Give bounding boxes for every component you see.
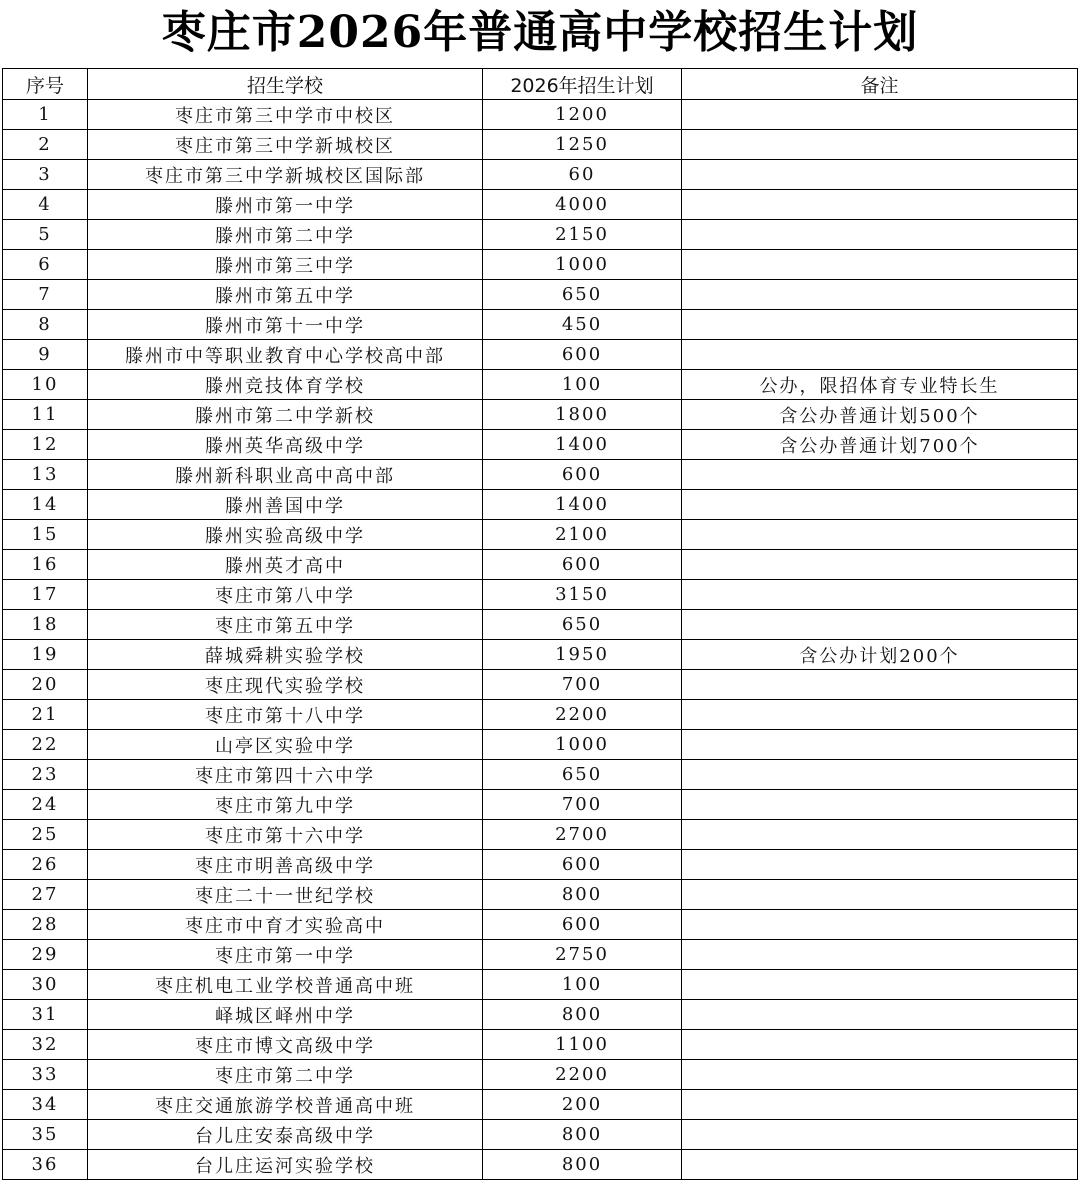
school-name-cell: 枣庄市博文高级中学	[88, 1030, 483, 1060]
school-name-cell: 枣庄市明善高级中学	[88, 850, 483, 880]
note-cell	[682, 880, 1078, 910]
row-index-cell: 19	[3, 640, 88, 670]
school-name-cell: 滕州实验高级中学	[88, 520, 483, 550]
row-index-cell: 36	[3, 1150, 88, 1180]
school-name-cell: 滕州英华高级中学	[88, 430, 483, 460]
row-index-cell: 13	[3, 460, 88, 490]
school-name-cell: 枣庄现代实验学校	[88, 670, 483, 700]
table-row	[3, 790, 1078, 820]
row-index-cell: 8	[3, 310, 88, 340]
school-name-cell: 枣庄市第三中学新城校区国际部	[88, 160, 483, 190]
table-row	[3, 850, 1078, 880]
school-name-cell: 枣庄市第八中学	[88, 580, 483, 610]
row-index-cell: 27	[3, 880, 88, 910]
enrollment-plan-cell: 1950	[483, 640, 682, 670]
row-index-cell: 11	[3, 400, 88, 430]
table-row	[3, 910, 1078, 940]
note-cell	[682, 1090, 1078, 1120]
row-index-cell: 5	[3, 220, 88, 250]
school-name-cell: 滕州市第二中学新校	[88, 400, 483, 430]
enrollment-plan-cell: 700	[483, 670, 682, 700]
table-row	[3, 400, 1078, 430]
enrollment-plan-cell: 650	[483, 280, 682, 310]
header-note: 备注	[682, 69, 1078, 100]
school-name-cell: 峄城区峄州中学	[88, 1000, 483, 1030]
row-index-cell: 17	[3, 580, 88, 610]
table-row	[3, 160, 1078, 190]
row-index-cell: 10	[3, 370, 88, 400]
school-name-cell: 枣庄市第一中学	[88, 940, 483, 970]
table-row	[3, 1030, 1078, 1060]
table-row	[3, 700, 1078, 730]
note-cell: 含公办计划200个	[682, 640, 1078, 670]
note-cell	[682, 1120, 1078, 1150]
row-index-cell: 14	[3, 490, 88, 520]
school-name-cell: 枣庄市中育才实验高中	[88, 910, 483, 940]
enrollment-plan-cell: 800	[483, 1150, 682, 1180]
school-name-cell: 枣庄市第三中学新城校区	[88, 130, 483, 160]
row-index-cell: 30	[3, 970, 88, 1000]
table-row	[3, 1000, 1078, 1030]
note-cell	[682, 580, 1078, 610]
enrollment-plan-cell: 600	[483, 550, 682, 580]
school-name-cell: 滕州市第三中学	[88, 250, 483, 280]
table-row	[3, 580, 1078, 610]
row-index-cell: 18	[3, 610, 88, 640]
enrollment-plan-cell: 2700	[483, 820, 682, 850]
enrollment-plan-cell: 800	[483, 1000, 682, 1030]
note-cell	[682, 190, 1078, 220]
row-index-cell: 7	[3, 280, 88, 310]
table-row	[3, 640, 1078, 670]
table-row	[3, 250, 1078, 280]
school-name-cell: 枣庄市第九中学	[88, 790, 483, 820]
table-row	[3, 670, 1078, 700]
enrollment-plan-cell: 1200	[483, 100, 682, 130]
note-cell	[682, 250, 1078, 280]
note-cell	[682, 970, 1078, 1000]
school-name-cell: 薛城舜耕实验学校	[88, 640, 483, 670]
enrollment-plan-cell: 450	[483, 310, 682, 340]
note-cell	[682, 670, 1078, 700]
table-row	[3, 430, 1078, 460]
note-cell	[682, 490, 1078, 520]
header-school: 招生学校	[88, 69, 483, 100]
school-name-cell: 滕州市第五中学	[88, 280, 483, 310]
table-row	[3, 550, 1078, 580]
row-index-cell: 29	[3, 940, 88, 970]
table-row	[3, 1060, 1078, 1090]
school-name-cell: 滕州市第十一中学	[88, 310, 483, 340]
header-plan: 2026年招生计划	[483, 69, 682, 100]
table-row	[3, 220, 1078, 250]
enrollment-plan-cell: 1800	[483, 400, 682, 430]
enrollment-plan-cell: 2100	[483, 520, 682, 550]
table-header	[3, 69, 1078, 100]
enrollment-plan-cell: 600	[483, 910, 682, 940]
school-name-cell: 台儿庄安泰高级中学	[88, 1120, 483, 1150]
note-cell	[682, 790, 1078, 820]
note-cell	[682, 940, 1078, 970]
table-row	[3, 280, 1078, 310]
school-name-cell: 枣庄市第十六中学	[88, 820, 483, 850]
school-name-cell: 台儿庄运河实验学校	[88, 1150, 483, 1180]
table-row	[3, 610, 1078, 640]
note-cell	[682, 310, 1078, 340]
note-cell	[682, 160, 1078, 190]
note-cell	[682, 1000, 1078, 1030]
row-index-cell: 32	[3, 1030, 88, 1060]
enrollment-plan-cell: 3150	[483, 580, 682, 610]
table-row	[3, 730, 1078, 760]
table-body	[3, 100, 1078, 1180]
row-index-cell: 6	[3, 250, 88, 280]
note-cell	[682, 460, 1078, 490]
note-cell	[682, 1150, 1078, 1180]
header-row	[3, 69, 1078, 100]
table-row	[3, 130, 1078, 160]
row-index-cell: 24	[3, 790, 88, 820]
note-cell	[682, 610, 1078, 640]
row-index-cell: 22	[3, 730, 88, 760]
row-index-cell: 1	[3, 100, 88, 130]
school-name-cell: 枣庄市第三中学市中校区	[88, 100, 483, 130]
note-cell	[682, 100, 1078, 130]
table-row	[3, 1090, 1078, 1120]
table-row	[3, 940, 1078, 970]
enrollment-plan-cell: 600	[483, 850, 682, 880]
row-index-cell: 20	[3, 670, 88, 700]
enrollment-plan-cell: 100	[483, 970, 682, 1000]
note-cell: 含公办普通计划500个	[682, 400, 1078, 430]
row-index-cell: 31	[3, 1000, 88, 1030]
enrollment-plan-cell: 100	[483, 370, 682, 400]
school-name-cell: 枣庄市第四十六中学	[88, 760, 483, 790]
table-row	[3, 100, 1078, 130]
school-name-cell: 山亭区实验中学	[88, 730, 483, 760]
enrollment-plan-cell: 800	[483, 1120, 682, 1150]
school-name-cell: 滕州市第一中学	[88, 190, 483, 220]
row-index-cell: 3	[3, 160, 88, 190]
table-row	[3, 1150, 1078, 1180]
table-row	[3, 190, 1078, 220]
school-name-cell: 枣庄市第五中学	[88, 610, 483, 640]
note-cell: 含公办普通计划700个	[682, 430, 1078, 460]
note-cell	[682, 850, 1078, 880]
table-row	[3, 370, 1078, 400]
school-name-cell: 滕州新科职业高中高中部	[88, 460, 483, 490]
table-row	[3, 1120, 1078, 1150]
row-index-cell: 23	[3, 760, 88, 790]
note-cell	[682, 1060, 1078, 1090]
enrollment-plan-cell: 2200	[483, 1060, 682, 1090]
row-index-cell: 34	[3, 1090, 88, 1120]
school-name-cell: 枣庄市第二中学	[88, 1060, 483, 1090]
school-name-cell: 滕州市中等职业教育中心学校高中部	[88, 340, 483, 370]
row-index-cell: 25	[3, 820, 88, 850]
table-row	[3, 340, 1078, 370]
row-index-cell: 26	[3, 850, 88, 880]
table-row	[3, 760, 1078, 790]
school-name-cell: 枣庄机电工业学校普通高中班	[88, 970, 483, 1000]
enrollment-plan-cell: 1100	[483, 1030, 682, 1060]
school-name-cell: 枣庄市第十八中学	[88, 700, 483, 730]
enrollment-plan-cell: 1400	[483, 430, 682, 460]
page-title: 枣庄市2026年普通高中学校招生计划	[161, 7, 919, 58]
enrollment-plan-cell: 700	[483, 790, 682, 820]
enrollment-plan-cell: 1000	[483, 730, 682, 760]
table-row	[3, 460, 1078, 490]
table-row	[3, 520, 1078, 550]
row-index-cell: 16	[3, 550, 88, 580]
note-cell: 公办，限招体育专业特长生	[682, 370, 1078, 400]
note-cell	[682, 220, 1078, 250]
row-index-cell: 12	[3, 430, 88, 460]
row-index-cell: 15	[3, 520, 88, 550]
school-name-cell: 滕州英才高中	[88, 550, 483, 580]
table-row	[3, 490, 1078, 520]
row-index-cell: 4	[3, 190, 88, 220]
enrollment-plan-cell: 2750	[483, 940, 682, 970]
note-cell	[682, 820, 1078, 850]
school-name-cell: 滕州市第二中学	[88, 220, 483, 250]
enrollment-plan-cell: 60	[483, 160, 682, 190]
enrollment-plan-cell: 1400	[483, 490, 682, 520]
note-cell	[682, 520, 1078, 550]
note-cell	[682, 760, 1078, 790]
enrollment-plan-cell: 200	[483, 1090, 682, 1120]
row-index-cell: 33	[3, 1060, 88, 1090]
row-index-cell: 9	[3, 340, 88, 370]
note-cell	[682, 550, 1078, 580]
enrollment-plan-cell: 2200	[483, 700, 682, 730]
enrollment-plan-cell: 800	[483, 880, 682, 910]
table-row	[3, 820, 1078, 850]
enrollment-plan-cell: 1250	[483, 130, 682, 160]
row-index-cell: 28	[3, 910, 88, 940]
row-index-cell: 2	[3, 130, 88, 160]
note-cell	[682, 910, 1078, 940]
note-cell	[682, 130, 1078, 160]
enrollment-plan-cell: 600	[483, 340, 682, 370]
note-cell	[682, 340, 1078, 370]
note-cell	[682, 700, 1078, 730]
enrollment-plan-cell: 4000	[483, 190, 682, 220]
enrollment-plan-cell: 650	[483, 760, 682, 790]
school-name-cell: 滕州善国中学	[88, 490, 483, 520]
note-cell	[682, 280, 1078, 310]
row-index-cell: 35	[3, 1120, 88, 1150]
enrollment-plan-cell: 650	[483, 610, 682, 640]
school-name-cell: 枣庄二十一世纪学校	[88, 880, 483, 910]
note-cell	[682, 730, 1078, 760]
enrollment-plan-cell: 600	[483, 460, 682, 490]
school-name-cell: 枣庄交通旅游学校普通高中班	[88, 1090, 483, 1120]
enrollment-plan-cell: 1000	[483, 250, 682, 280]
enrollment-plan-cell: 2150	[483, 220, 682, 250]
enrollment-plan-table	[2, 68, 1078, 1180]
header-index: 序号	[3, 69, 88, 100]
school-name-cell: 滕州竞技体育学校	[88, 370, 483, 400]
table-row	[3, 880, 1078, 910]
note-cell	[682, 1030, 1078, 1060]
table-row	[3, 310, 1078, 340]
row-index-cell: 21	[3, 700, 88, 730]
table-row	[3, 970, 1078, 1000]
